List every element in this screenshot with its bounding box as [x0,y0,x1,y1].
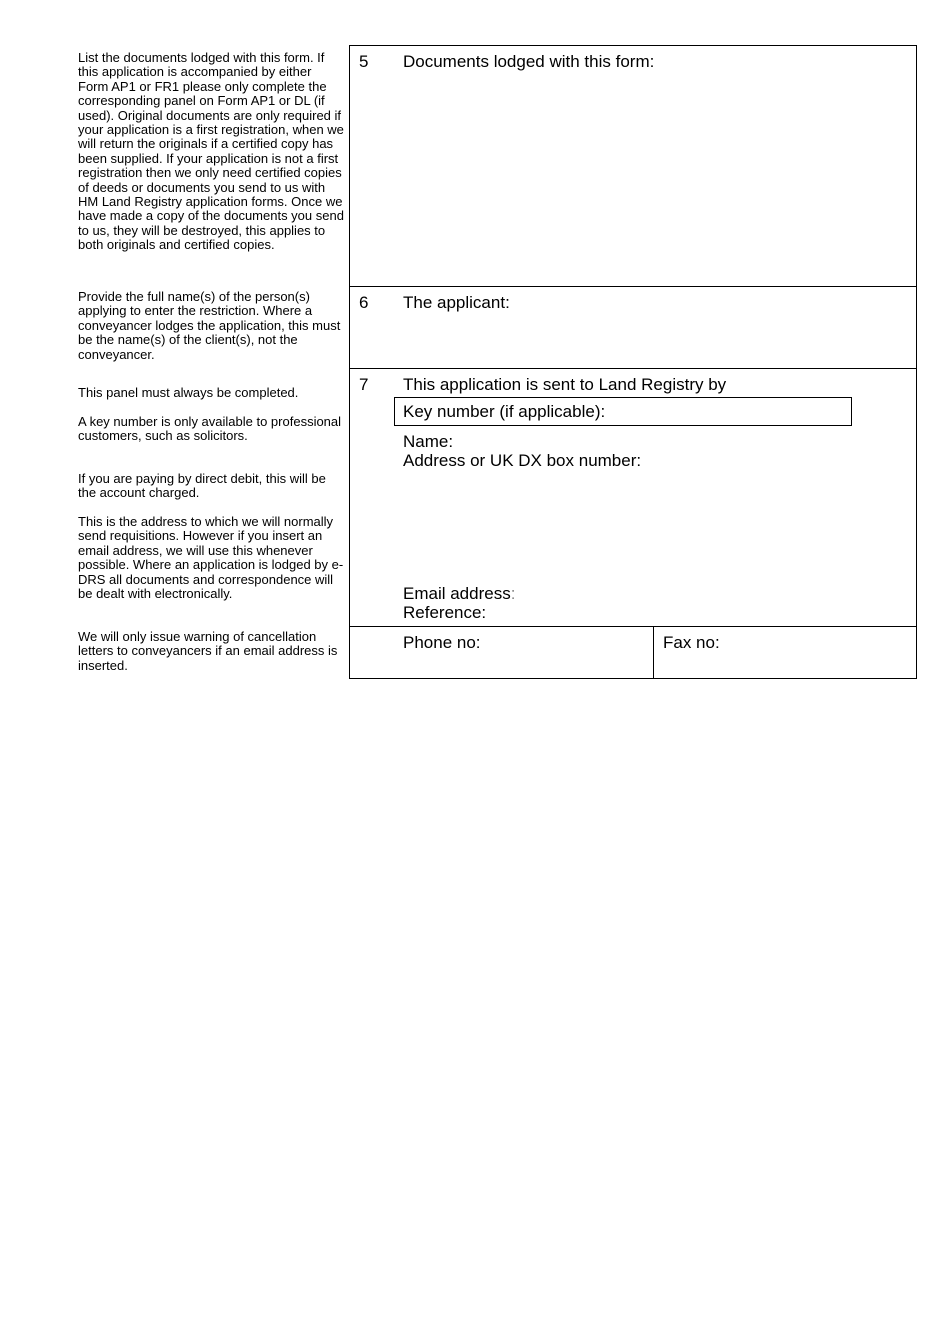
panel-6-applicant[interactable] [350,287,916,369]
email-label-text: Email address [403,584,511,603]
address-label: Address or UK DX box number: [403,451,642,470]
panel-7-address-note: This is the address to which we will normally send requisitions. However if you insert an email address, we will use this whenever possible. Where an application is lodged by e-DRS all documents and correspondence will be dealt with electronically. [78,514,344,602]
panel-title: The applicant: [403,293,510,312]
phone-label: Phone no: [403,633,481,652]
email-label-colon: : [510,584,516,603]
panel-5-guidance: List the documents lodged with this form. If this application is accompanied by either Form AP1 or FR1 please only complete the corresponding panel on Form AP1 or DL (if used). Original documents are only required if your application is a first registration, when we will return the originals if a certified copy has been supplied. If your application is not a first registration then we only need certified copies of deeds or documents you send to us with HM Land Registry application forms. Once we have made a copy of the documents you send to us, they will be destroyed, this applies to both originals and certified copies. [78,50,344,253]
email-label [403,584,515,603]
panel-5-documents[interactable] [350,46,916,287]
panel-number: 5 [359,52,369,71]
key-number-field[interactable] [394,397,852,426]
panel-number: 7 [359,375,369,394]
panel-7-key-number-note: A key number is only available to professional customers, such as solicitors. [78,414,342,444]
phone-field[interactable] [350,627,654,678]
panel-title: This application is sent to Land Registry by [403,375,727,394]
key-number-label: Key number (if applicable): [403,402,606,421]
panel-6-guidance: Provide the full name(s) of the person(s) applying to enter the restriction. Where a conveyancer lodges the application, this must be the name(s) of the client(s), not the conveyancer. [78,289,341,362]
name-label: Name: [403,432,454,451]
panel-number: 6 [359,293,369,312]
reference-label: Reference: [403,603,487,622]
panel-title: Documents lodged with this form: [403,52,655,71]
panel-7-sender [350,369,916,627]
panel-7-completed-note: This panel must always be completed. [78,385,299,400]
fax-label: Fax no: [663,633,720,652]
panel-7-contact-row [350,627,916,678]
application-form-table [349,45,917,679]
fax-field[interactable] [654,627,916,678]
panel-7-direct-debit-note: If you are paying by direct debit, this will be the account charged. [78,471,326,501]
panel-7-cancellation-note: We will only issue warning of cancellation letters to conveyancers if an email address is inserted. [78,629,338,673]
